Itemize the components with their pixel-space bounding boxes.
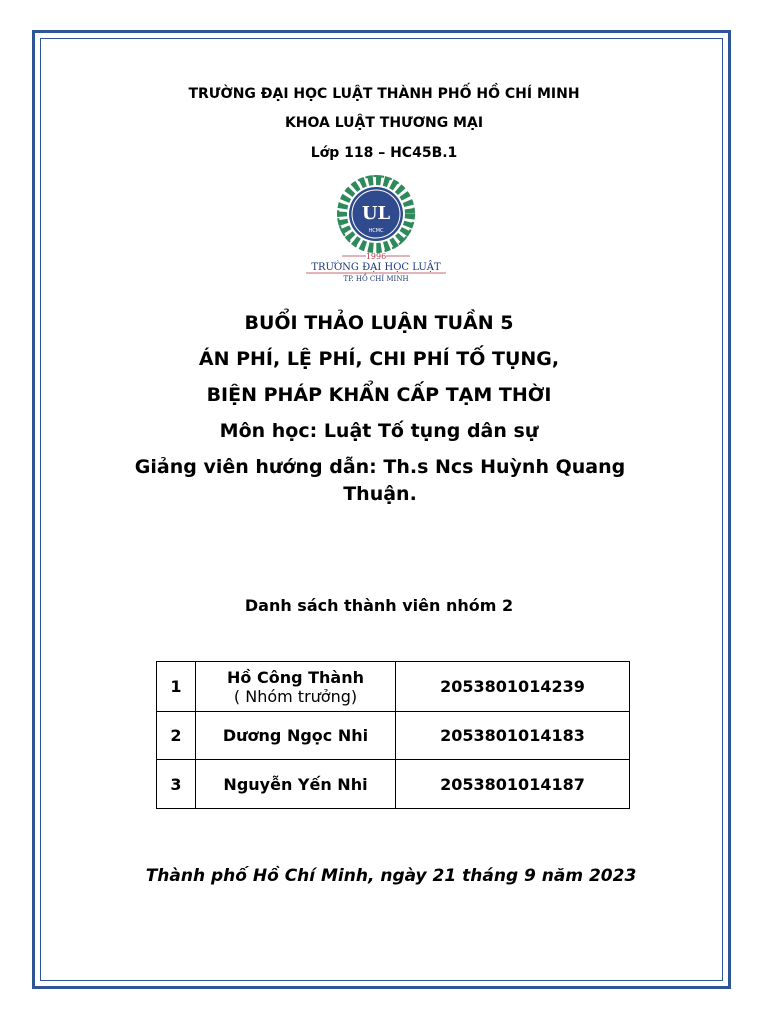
table-row [157,760,630,809]
logo-city: HCMC [368,228,384,234]
topic-line-2: BIỆN PHÁP KHẨN CẤP TẠM THỜI [206,384,552,406]
class-name: Lớp 118 – HC45B.1 [310,145,458,161]
logo-name-line1: TRƯỜNG ĐẠI HỌC LUẬT [311,262,441,273]
table-row [157,712,630,760]
member-student-id: 2053801014187 [396,760,630,809]
member-name: Nguyễn Yến Nhi [196,760,396,809]
members-table [156,661,630,809]
logo-initials: UL [361,203,391,224]
member-student-id: 2053801014239 [396,662,630,712]
member-name-cell [196,662,396,712]
university-name: TRƯỜNG ĐẠI HỌC LUẬT THÀNH PHỐ HỒ CHÍ MINH [188,86,580,102]
university-logo [298,172,454,290]
topic-line-1: ÁN PHÍ, LỆ PHÍ, CHI PHÍ TỐ TỤNG, [198,348,560,370]
table-row [157,662,630,712]
member-role: ( Nhóm trưởng) [233,686,358,706]
members-title: Danh sách thành viên nhóm 2 [244,596,514,615]
faculty-name: KHOA LUẬT THƯƠNG MẠI [284,115,484,131]
member-number: 1 [157,662,196,712]
member-number: 2 [157,712,196,760]
subject-name: Môn học: Luật Tố tụng dân sự [219,420,539,442]
session-title: BUỔI THẢO LUẬN TUẦN 5 [244,312,514,334]
place-and-date: Thành phố Hồ Chí Minh, ngày 21 tháng 9 năm 2023 [145,866,637,886]
member-name: Hồ Công Thành [227,667,364,687]
member-name: Dương Ngọc Nhi [196,712,396,760]
member-student-id: 2053801014183 [396,712,630,760]
member-number: 3 [157,760,196,809]
lecturer-name: Giảng viên hướng dẫn: Th.s Ncs Huỳnh Quang Thuận. [134,456,626,505]
logo-name-line2: TP. HỒ CHÍ MINH [343,275,409,283]
logo-year: 1996 [365,252,387,261]
